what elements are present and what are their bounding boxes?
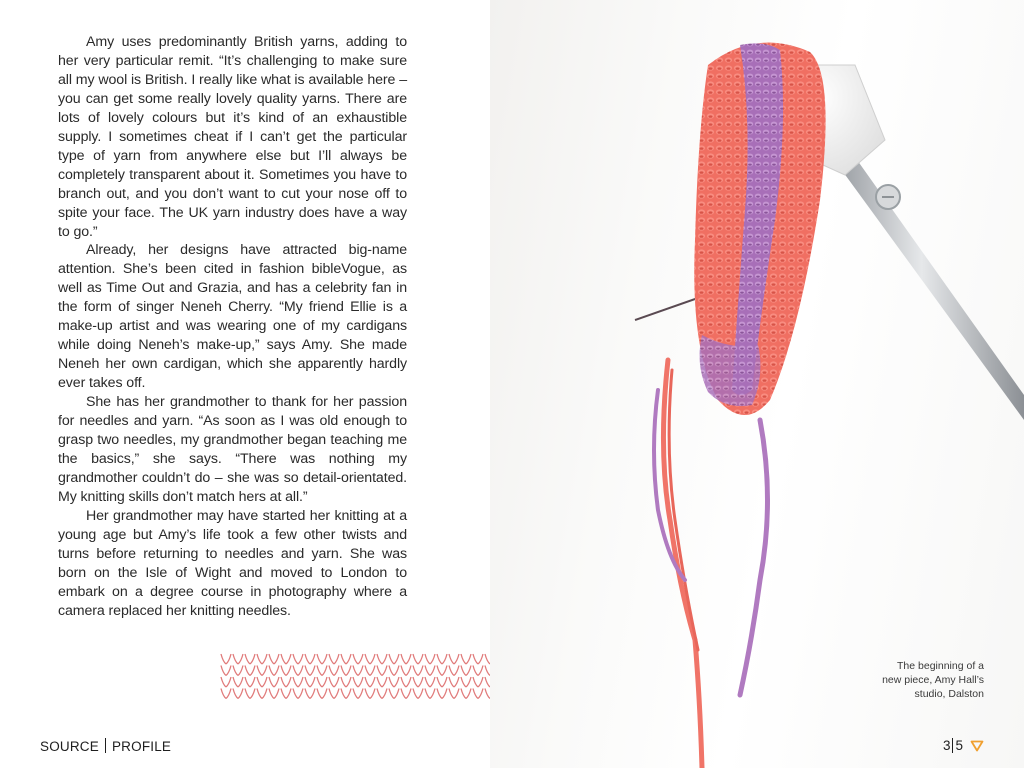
knit-stitch xyxy=(377,689,387,699)
knit-stitch xyxy=(353,654,363,664)
knit-stitch xyxy=(329,689,339,699)
knit-stitch xyxy=(317,666,327,676)
knit-stitch xyxy=(377,654,387,664)
knit-stitch xyxy=(389,654,399,664)
knit-stitch xyxy=(461,689,471,699)
triangle-down-icon[interactable] xyxy=(970,740,984,752)
knit-stitch xyxy=(221,666,231,676)
knit-stitch xyxy=(281,689,291,699)
knit-stitch xyxy=(401,654,411,664)
knit-stitch xyxy=(281,677,291,687)
knit-stitch xyxy=(389,689,399,699)
knit-stitch xyxy=(473,654,483,664)
knit-stitch xyxy=(413,689,423,699)
lamp-arm xyxy=(838,150,1024,420)
knit-stitch xyxy=(413,677,423,687)
knit-stitch xyxy=(329,666,339,676)
section-label xyxy=(40,738,171,754)
knit-stitch xyxy=(293,689,303,699)
knit-stitch xyxy=(317,654,327,664)
knit-stitch xyxy=(293,666,303,676)
knit-stitch xyxy=(305,689,315,699)
knit-stitch xyxy=(389,677,399,687)
knit-stitch xyxy=(389,666,399,676)
knit-stitch xyxy=(413,666,423,676)
knit-stitch xyxy=(293,677,303,687)
article-paragraph: She has her grandmother to thank for her passion for needles and yarn. “As soon as I was old enough to grasp two needles, my grandmother began teaching me the basics,” she says. “There was nothing my grandmother couldn’t do – she was so detail-orientated. My knitting skills don’t match hers at all.” xyxy=(58,394,407,505)
knit-stitch xyxy=(317,689,327,699)
page-total: 5 xyxy=(955,738,963,753)
knit-stitch xyxy=(437,689,447,699)
knit-stitch xyxy=(317,677,327,687)
knit-stitch xyxy=(449,666,459,676)
subsection-name: PROFILE xyxy=(111,739,172,754)
knit-stitch xyxy=(233,677,243,687)
knit-stitch xyxy=(461,666,471,676)
section-name: SOURCE xyxy=(40,739,99,754)
article-paragraph: Amy uses predominantly British yarns, adding to her very particular remit. “It’s challenging to make sure all my wool is British. I really like what is available here – you can get some really lovely quality yarns. There are lots of lovely colours but it’s kind of an exhaustible supply. I sometimes cheat if I can’t get the particular type of yarn from anywhere else but I’ll always be completely transparent about it. Sometimes you have to branch out, and you don’t want to cut your nose off to spite your face. The UK yarn industry does have a way to go.” xyxy=(58,34,407,240)
knit-stitch xyxy=(365,666,375,676)
knit-stitch xyxy=(221,677,231,687)
knit-stitch xyxy=(329,677,339,687)
knit-stitch xyxy=(473,689,483,699)
knit-stitch xyxy=(341,654,351,664)
photo-caption xyxy=(854,659,984,701)
knit-stitch xyxy=(221,689,231,699)
knit-stitch xyxy=(425,677,435,687)
knit-stitch xyxy=(281,666,291,676)
crochet-photo xyxy=(490,0,1024,768)
knit-stitch xyxy=(269,666,279,676)
knit-stitch xyxy=(305,677,315,687)
knit-stitch xyxy=(269,677,279,687)
knit-stitch xyxy=(473,677,483,687)
knit-stitch xyxy=(281,654,291,664)
knit-stitch xyxy=(401,689,411,699)
knit-stitch xyxy=(353,666,363,676)
knit-stitch xyxy=(257,677,267,687)
knit-stitch xyxy=(257,654,267,664)
knit-stitch xyxy=(353,689,363,699)
knit-stitch xyxy=(245,666,255,676)
knit-stitch xyxy=(377,677,387,687)
knit-stitch xyxy=(245,677,255,687)
knit-stitch xyxy=(425,666,435,676)
knit-stitch xyxy=(449,677,459,687)
knit-stitch xyxy=(233,654,243,664)
knit-stitch xyxy=(221,654,231,664)
knit-stitch xyxy=(425,654,435,664)
knit-stitch xyxy=(449,689,459,699)
knit-stitch xyxy=(233,666,243,676)
knit-stitch xyxy=(329,654,339,664)
knit-stitch xyxy=(473,666,483,676)
knit-stitch xyxy=(257,666,267,676)
knit-stitch xyxy=(233,689,243,699)
knit-stitch xyxy=(365,654,375,664)
knit-stitch xyxy=(269,689,279,699)
knit-stitch xyxy=(401,666,411,676)
article-paragraph: Her grandmother may have started her knitting at a young age but Amy’s life took a few other twists and turns before returning to needles and yarn. She was born on the Isle of Wight and moved to London to embark on a degree course in photography where a camera replaced her knitting needles. xyxy=(58,507,407,619)
knit-stitch xyxy=(437,666,447,676)
knit-stitch xyxy=(437,654,447,664)
knit-stitch xyxy=(257,689,267,699)
knit-stitch xyxy=(245,689,255,699)
caption-line: new piece, Amy Hall’s xyxy=(882,674,984,686)
knit-stitch xyxy=(341,666,351,676)
page-current: 3 xyxy=(942,738,951,753)
knit-stitch xyxy=(377,666,387,676)
knit-stitch xyxy=(365,677,375,687)
knit-stitch xyxy=(353,677,363,687)
knit-stitch xyxy=(305,654,315,664)
knit-stitch xyxy=(293,654,303,664)
knit-stitch xyxy=(269,654,279,664)
knit-stitch xyxy=(245,654,255,664)
knit-stitch xyxy=(413,654,423,664)
knit-stitch xyxy=(305,666,315,676)
knit-stitch xyxy=(437,677,447,687)
caption-line: studio, Dalston xyxy=(914,688,984,700)
knit-stitch xyxy=(449,654,459,664)
divider xyxy=(952,738,953,753)
caption-line: The beginning of a xyxy=(897,660,984,672)
knit-stitch xyxy=(341,689,351,699)
crochet-photo-illustration xyxy=(490,0,1024,768)
knit-stitch xyxy=(365,689,375,699)
knit-stitch xyxy=(401,677,411,687)
knit-stitch xyxy=(341,677,351,687)
page-number xyxy=(943,738,984,753)
knit-stitch xyxy=(461,677,471,687)
divider xyxy=(105,738,106,753)
article-paragraph: Already, her designs have attracted big-name attention. She’s been cited in fashion bibleVogue, as well as Time Out and Grazia, and has a celebrity fan in the form of singer Neneh Cherry. “My friend Ellie is a make-up artist and was wearing one of my cardigans while doing Neneh’s make-up,” says Amy. She made Neneh her own cardigan, which she apparently hardly ever takes off. xyxy=(58,242,407,392)
knit-stitch xyxy=(425,689,435,699)
knit-stitch xyxy=(461,654,471,664)
article-body xyxy=(58,33,407,621)
